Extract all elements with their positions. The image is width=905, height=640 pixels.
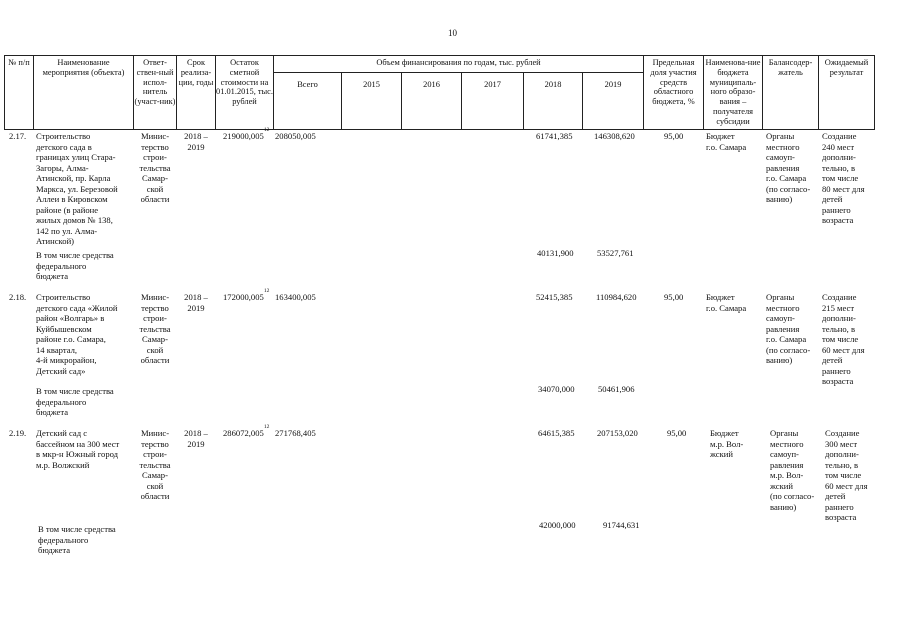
row-result: Создание 300 мест дополни- тельно, в том числе 60 мест для детей раннего возраста	[825, 428, 868, 522]
federal-2019: 50461,906	[598, 384, 635, 394]
header-year-2018: 2018	[544, 80, 562, 89]
header-name: Наименование мероприятия (объекта)	[42, 58, 125, 77]
federal-2019: 53527,761	[597, 248, 634, 258]
row-holder: Органы местного самоуп- равления г.о. Самара (по согласо- ванию)	[766, 131, 811, 204]
header-financing: Объем финансирования по годам, тыс. рублей	[376, 58, 541, 67]
row-name: Детский сад с бассейном на 300 мест в мкр-н Южный город м.р. Волжский	[36, 428, 120, 470]
federal-2018: 40131,900	[537, 248, 574, 258]
row-term: 2018 – 2019	[184, 292, 208, 313]
row-2018: 61741,385	[536, 131, 573, 141]
federal-label: В том числе средства федерального бюджета	[36, 386, 114, 417]
row-2019: 110984,620	[596, 292, 637, 302]
row-name: Строительство детского сада «Жилой район «Волгарь» в Куйбышевском районе г.о. Самара, 14 квартал, 4-й микрорайон, Детский сад»	[36, 292, 118, 376]
federal-2018: 34070,000	[538, 384, 575, 394]
federal-2019: 91744,631	[603, 520, 640, 530]
row-remainder: 172000,005$^{12}$	[223, 288, 270, 302]
row-holder: Органы местного самоуп- равления г.о. Самара (по согласо- ванию)	[766, 292, 811, 365]
header-budget: Наименова-ние бюджета муниципаль-ного образо-вания – получателя субсидии	[705, 58, 761, 126]
row-holder: Органы местного самоуп- равления м.р. Вол- жский (по согласо- ванию)	[770, 428, 815, 512]
row-number: 2.18.	[9, 292, 27, 302]
row-remainder: 286072,005$^{12}$	[223, 424, 270, 438]
header-year-2017: 2017	[484, 80, 501, 89]
header-year-2019: 2019	[604, 80, 622, 89]
row-share: 95,00	[664, 131, 684, 141]
row-executor: Минис- терство строи- тельства Самар- ской области	[139, 292, 171, 365]
header-year-2016: 2016	[423, 80, 440, 89]
row-remainder: 219000,005$^{12}$	[223, 127, 270, 141]
header-holder: Балансодер-жатель	[768, 58, 813, 77]
row-share: 95,00	[667, 428, 687, 438]
row-budget: Бюджет г.о. Самара	[706, 292, 747, 313]
row-executor: Минис- терство строи- тельства Самар- ской области	[139, 428, 171, 501]
header-term: Срок реализа-ции, годы	[178, 58, 214, 87]
header-total: Всего	[297, 80, 318, 89]
row-budget: Бюджет г.о. Самара	[706, 131, 747, 152]
row-number: 2.19.	[9, 428, 27, 438]
row-2019: 207153,020	[597, 428, 638, 438]
row-2018: 64615,385	[538, 428, 575, 438]
row-name: Строительство детского сада в границах улиц Стара- Загоры, Алма- Атинской, пр. Карла Маркса, ул. Березовой Аллеи в Кировском районе (в районе жилых домов № 138, 142 по ул. Алма- Атинской)	[36, 131, 118, 246]
row-total: 208050,005	[275, 131, 316, 141]
header-share: Предельная доля участия средств областного бюджета, %	[650, 58, 697, 107]
header-executor: Ответ-ствен-ный испол-нитель (участ-ник)	[134, 58, 176, 107]
row-term: 2018 – 2019	[184, 131, 208, 152]
row-number: 2.17.	[9, 131, 27, 141]
row-budget: Бюджет м.р. Вол- жский	[710, 428, 744, 459]
row-term: 2018 – 2019	[184, 428, 208, 449]
header-remainder: Остаток сметной стоимости на 01.01.2015, тыс. рублей	[216, 58, 273, 107]
row-total: 271768,405	[275, 428, 316, 438]
row-result: Создание 215 мест дополни- тельно, в том числе 60 мест для детей раннего возраста	[822, 292, 865, 386]
row-share: 95,00	[664, 292, 684, 302]
row-2018: 52415,385	[536, 292, 573, 302]
header-num: № п/п	[8, 58, 30, 67]
row-2019: 146308,620	[594, 131, 635, 141]
row-executor: Минис- терство строи- тельства Самар- ской области	[139, 131, 171, 204]
page-number: 10	[448, 28, 457, 38]
row-result: Создание 240 мест дополни- тельно, в том числе 80 мест для детей раннего возраста	[822, 131, 865, 225]
row-total: 163400,005	[275, 292, 316, 302]
federal-label: В том числе средства федерального бюджета	[36, 250, 114, 281]
federal-2018: 42000,000	[539, 520, 576, 530]
header-result: Ожидаемый результат	[824, 58, 869, 77]
header-year-2015: 2015	[363, 80, 380, 89]
federal-label: В том числе средства федерального бюджета	[38, 524, 116, 555]
